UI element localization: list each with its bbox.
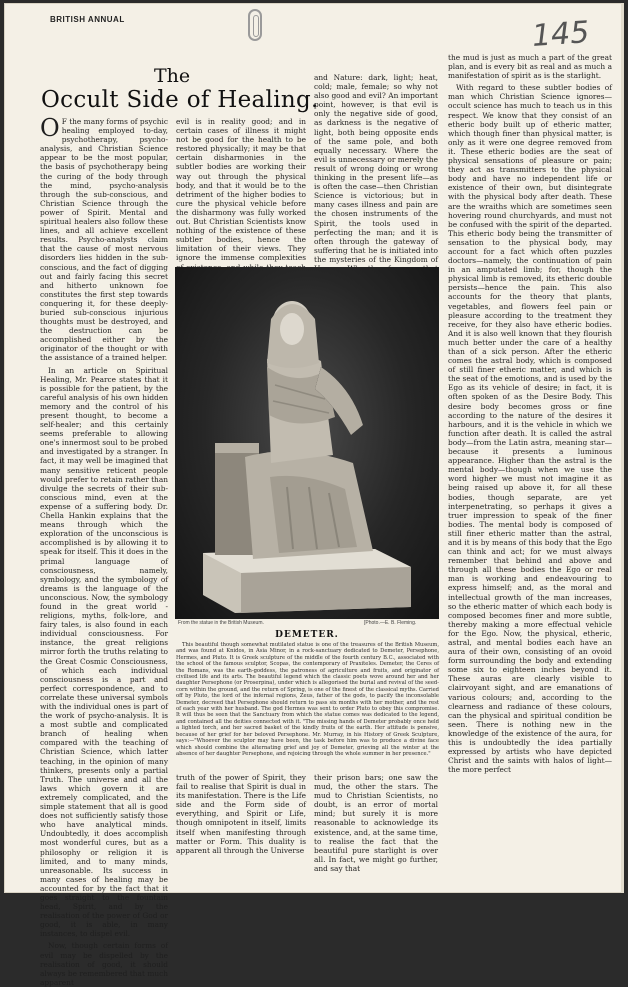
paragraph bbox=[40, 114, 168, 363]
text-column-4 bbox=[448, 53, 612, 885]
paper-clip-icon bbox=[248, 9, 262, 41]
drop-cap: O bbox=[40, 114, 60, 142]
demeter-statue-photo bbox=[175, 267, 439, 619]
paragraph: evil is in reality good; and in certain cases of illness it might not be good for the health to be restored physically; it may be that certain disharmonies in the subtler bodies are working their way out through the physical body, and that it would be to the detriment of the higher bodies to cure the physical vehicle before the disharmony was fully worked out. But Christian Scientists know nothing of the existence of these subtler bodies, hence the limitation of their views. They ignore the immense complexities bbox=[176, 117, 306, 263]
text-column-3-top bbox=[314, 73, 438, 264]
text-column-2-bottom bbox=[176, 773, 306, 883]
magazine-page bbox=[4, 3, 624, 987]
caption-title: DEMETER. bbox=[275, 630, 339, 640]
text-column-3-bottom bbox=[314, 773, 438, 883]
paragraph: In an article on Spiritual Healing, Mr. Pearce states that it is possible for the patient, by the careful analysis of his own hidden memory and the control of his present thought, to become a self-healer; and this certainly seems preferable to allowing one's innermost soul to be probed and investigated by a stranger. In fact, it may well be imagined that many sensitive reticent people would prefer to retain rather than divulge the secrets of their sub-conscious mind, even at the expense of a suffering body. Dr. Chella Hankin explains that the means through which the exploration of the unconscious is accomplished is by allowing it to speak for itself. This it does in the primal language of consciousness, namely, symbology, and the symbology of dreams is the language of the unconscious. Now, the symbology found in the great world - religions, myths, folk-lore, and fairy tales, is also found in each individual consciousness. For instance, the great religions mirror forth the truths relating to the Great Cosmic Consciousness, of which each individual consciousness is a part and perfect correspondence, and to correlate these universal symbols with the individual ones is part of the work of psycho-analysis. It is a most subtle and complicated branch of healing when compared with the teaching of Christian Science, which latter teaching, in the opinion of many thinkers, presents only a partial Truth. The universe and all the laws which govern it are extremely complicated, and the simple statement that all is good does not sufficiently satisfy those who have analytical minds. Undoubtedly, it does accomplish most wonderful cures, but as a philosophy or religion it is limited, and to many minds, unreasonable. Its success in many cases of healing may be accounted for by the fact that it goes straight to the fountain head, Spirit, and by the realisation of the power of God or good, it is able, in many instances, to dispel evil. bbox=[40, 365, 168, 939]
paragraph: the mud is just as much a part of the great plan, and is every bit as real and as much a manifestation of spirit as is the starlight. bbox=[448, 53, 612, 81]
paragraph: truth of the power of Spirit, they fail to realise that Spirit is dual in its manifestation. There is the Life side and the Form side of everything, and Spirit or Life, though omnipotent in itself, limits itself when manifesting through matter or Form. This duality is apparent all through the Universe bbox=[176, 773, 306, 855]
statue-illustration bbox=[175, 267, 439, 619]
paragraph: With regard to these subtler bodies of man which Christian Science ignores—occult science has much to teach us in this respect. We know that they consist of an etheric body built up of etheric matter, which though finer than physical matter, is only as it were one degree removed from it. These etheric bodies are the seat of physical sensations of pleasure or pain; they act as transmitters to the physical body and have no independent life or existence of their own, but disintegrate with the physical body after death. These are the wraiths which are sometimes seen hovering round churchyards, and must not be confused with the spirit of the departed. This etheric body being the transmitter of sensation to the physical body, may account for a fact which often puzzles doctors—namely, the continuation of pain in an amputated limb; for, though the physical limb is removed, its etheric double persists—hence the pain. This also accounts for the theory that plants, vegetables, and flowers feel pain or pleasure according to the treatment they receive, for they also have etheric bodies. And it is also well known that they flourish much better under the care of a healthy than of a sick person. After the etheric comes the astral body, which is composed of still finer etheric matter, and which is the seat of the emotions, and is used by the Ego as its vehicle of desire; in fact, it is often spoken of as the Desire Body. This desire body becomes gross or fine according to the nature of the desires it harbours, and it is the vehicle in which we function after death. It is called the astral body—from the Latin astra, meaning star—because it presents a luminous appearance. Higher than the astral is the mental body—though when we use the word higher we must not imagine it as being raised up above it, for all these bodies, though separate, are yet interpenetrating, so perhaps it gives a truer impression to speak of the finer bodies. The mental body is composed of still finer etheric matter than the astral, and it is by means of this body that the Ego can think and act; for we must always remember that behind and above and through all these bodies the Ego or real man is working and endeavouring to express himself; and, as the moral and intellectual growth of the man increases, so the etheric matter of which each body is composed becomes finer and more subtle, thereby making a more effectual vehicle for the Ego. Now, the physical, etheric, astral, and mental bodies each have an aura of their own, consisting of an ovoid form surrounding the body and extending some six to eighteen inches beyond it. These auras are clearly visible to clairvoyant sight, and are emanations of various colours; and, according to the clearness and radiance of these colours, can the physical and spiritual condition be seen. There is nothing new in the knowledge of the existence of the aura, for this is undoubtedly the idea partially expressed by artists who have depicted Christ and the saints with halos of light—the more perfect bbox=[448, 83, 612, 775]
page-edge bbox=[621, 3, 624, 893]
page-number: 145 bbox=[530, 15, 591, 54]
paragraph: and Nature: dark, light; heat, cold; male, female; so why not also good and evil? An important point, however, is that evil is only the negative side of good, as darkness is the negative of light, both being opposite ends of the same pole, and both equally necessary. Where the evil is unnecessary or merely the result of wrong doing or wrong thinking in the present life—as is often the case—then Christian Science is victorious; but in many cases illness and pain are the chosen instruments of the Spirit, the tools used in perfecting the man; and it is often through the gateway of suffering that he is initiated into the mysteries of the Kingdom of bbox=[314, 73, 438, 264]
paragraph-text: F the many forms of psychic healing employed to-day, psychotherapy, psycho-analysis, and Christian Science appear to be the most popular, the basis of psychotherapy being the curing of the body through the mind, psycho-analysis through the sub-conscious, and Christian Science through the power of Spirit. Mental and spiritual healers also follow these lines, and all achieve excellent results. Psycho-analysts claim that the cause of most nervous disorders lies hidden in the sub-conscious, and the fact of digging out and fairly facing this secret and hitherto unknown foe constitutes the first step towards conquering it, for these deeply-buried sub-conscious injurious thoughts must be destroyed, and the destruction can be accomplished either by the originator of the thought or with the assistance of a trained helper. bbox=[40, 117, 168, 363]
text-column-1 bbox=[40, 114, 168, 987]
paragraph: their prison bars; one saw the mud, the other the stars. The mud to Christian Scientists, no doubt, is an error of mortal mind; but surely it is more reasonable to acknowledge its existence, and, at the same time, to realise the fact that the beautiful pure starlight is over all. In fact, we might go further, and say that bbox=[314, 773, 438, 873]
caption-body: This beautiful though somewhat mutilated statue is one of the treasures of the British Museum, and was found at Knidos, in Asia Minor, in a rock-sanctuary dedicated to Demeter, Persephone, Hermes, and Pluto. It is Greek sculpture of the middle of the fourth century B.C., associated with the school of the famous sculptor, Scopas, the contemporary of Praxiteles. Demeter, the Ceres of the Romans, was the earth-goddess, the patroness of agriculture and fruits, and originator of civilised life and its arts. The beautiful legend which the classic poets wove around her and her daughter Persephone (or Proserpina), under which is allegorised the burial and revival of the seed-corn within the ground, and the return of Spring, is one of the finest of the classical myths. Carried off by Pluto, the lord of the infernal regions, Zeus, father of the gods, to pacify the inconsolable Demeter, decreed that Persephone should return to pass six months with her mother, and the rest of each year with her husband. The god Hermes was sent to order Pluto to obey this compromise. It will thus be seen that the Sanctuary from which the statue comes was dedicated to the legend, and contained all the deities connected with it. "The missing hands of Demeter probably once held a lighted torch, and her sacred basket of the kindly fruits of the earth. Her attitude is pensive, because of her grief for her beloved Persephone. Mr. Murray, in his History of Greek Sculpture, says:—"Whoever the sculptor may have been, the task before him was to produce a divine face which should combine the alternating grief and joy of Demeter, grieving all the winter at the absence of her daughter Persephone, and rejoicing through the whole summer in her presence." bbox=[176, 642, 439, 757]
text-column-2-top bbox=[176, 117, 306, 263]
article-title-line1: The bbox=[154, 65, 191, 87]
article-title-line2: Occult Side of Healing. bbox=[41, 87, 319, 113]
paragraph: Now, though certain forms of evil may be dispelled by the realisation of good, it should always be remembered that much apparent bbox=[40, 941, 168, 987]
running-head: BRITISH ANNUAL bbox=[50, 15, 125, 24]
photo-credit-source: From the statue in the British Museum. bbox=[178, 620, 264, 626]
photo-credit-photographer: [Photo.—E. B. Fleming. bbox=[364, 620, 417, 626]
